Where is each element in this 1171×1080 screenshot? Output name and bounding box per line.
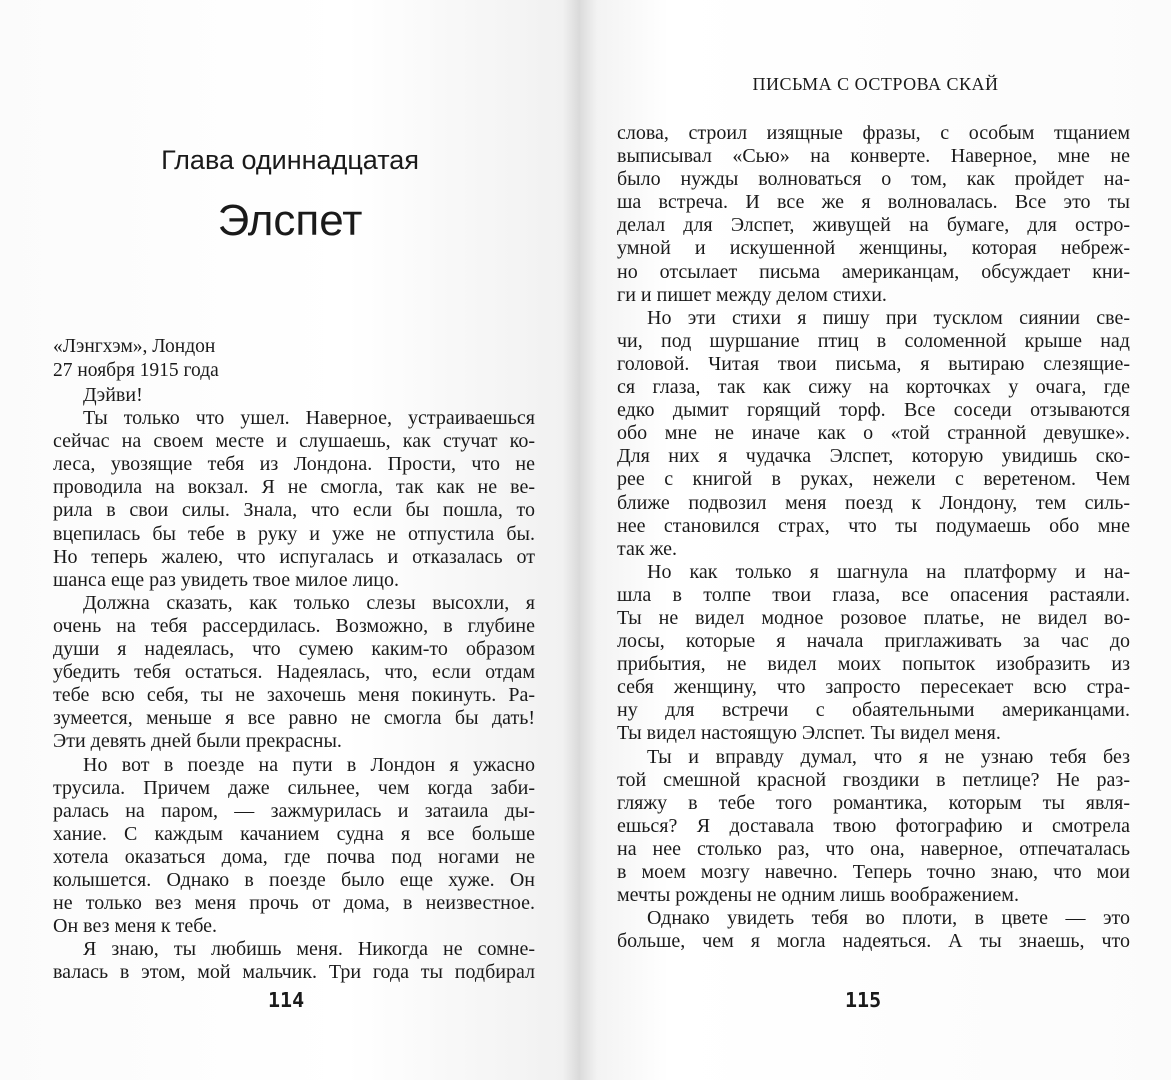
text-line: рила в свои силы. Знала, что если бы пошла, то [53,499,535,522]
text-line: было нужды волноваться о том, как пройдет на- [617,168,1130,191]
text-line: Ты только что ушел. Наверное, устраиваешься [83,407,535,430]
chapter-label: Глава одиннадцатая [161,145,419,175]
text-line: валась в этом, мой мальчик. Три года ты подбирал [53,961,535,984]
text-line: лосы, которые я начала приглаживать за час до [617,630,1130,653]
text-line: трусила. Причем даже сильнее, чем когда заби- [53,776,535,799]
text-line: вцепилась бы тебе в руку и уже не отпустила бы. [53,522,535,545]
text-line: головой. Читая твои письма, я вытираю слезящие- [617,352,1130,375]
text-line: себя женщину, что запросто пересекает всю стра- [617,676,1130,699]
text-line: выписывал «Сью» на конверте. Наверное, мне не [617,145,1130,168]
text-line: Ты видел настоящую Элспет. Ты видел меня. [617,722,1001,745]
text-line: ешься? Я доставала твою фотографию и смотрела [617,814,1130,837]
text-line: рее с книгой в руках, нежели с веретеном. Чем [617,468,1130,491]
text-line: Дэйви! [83,384,143,406]
text-line: шла в толпе твои глаза, все опасения растаяли. [617,583,1130,606]
text-line: той смешной красной гвоздики в петлице? Не раз- [617,768,1130,791]
text-line: чи, под шуршание птиц в соломенной крыше над [617,329,1130,352]
text-line: мечты рождены не одним лишь воображением. [617,884,1019,907]
text-line: делал для Элспет, живущей на бумаге, для остро- [617,214,1130,237]
text-line: так же. [617,537,678,560]
text-line: нее становился страх, что ты подумаешь обо мне [617,514,1130,537]
text-line: едко дымит горящий торф. Все соседи отзываются [617,399,1130,422]
text-line: ша встреча. И все же я волновалась. Все это ты [617,191,1130,214]
page-number-right: 115 [845,988,882,1012]
text-line: слова, строил изящные фразы, с особым тщанием [617,122,1130,144]
text-line: зумеется, меньше я все равно не смогла бы дать! [53,707,535,730]
text-line: шанса еще раз увидеть твое милое лицо. [53,568,399,591]
left-page [0,0,580,1080]
text-line: хание. С каждым качанием судна я все больше [53,822,535,845]
text-line: Но эти стихи я пишу при тусклом сиянии све- [647,306,1130,329]
text-line: колышется. Однако в поезде было еще хуже. Он [53,868,535,891]
text-line: убедить тебя остаться. Надеялась, что, если отдам [53,661,535,684]
text-line: обо мне не иначе как о «той странной девушке». [617,422,1130,445]
right-body-text [617,122,1130,953]
text-line: умной и искушенной женщины, которая небреж- [617,237,1130,260]
text-line: больше, чем я могла надеяться. А ты знаешь, что [617,930,1130,953]
letter-date: 27 ноября 1915 года [53,360,219,381]
text-line: гляжу в тебе того романтика, которым ты явля- [617,791,1130,814]
text-line: очень на тебя рассердилась. Возможно, в глубине [53,614,535,637]
text-line: не только вез меня прочь от дома, в неизвестное. [53,892,535,915]
text-line: Но как только я шагнула на платформу и на- [647,560,1130,583]
text-line: Но вот в поезде на пути в Лондон я ужасно [83,753,535,776]
text-line: тебе всю себя, ты не захочешь меня покинуть. Ра- [53,684,535,707]
text-line: ближе подвозил меня поезд к Лондону, тем силь- [617,491,1130,514]
text-line: ралась на паром, — зажмурилась и затаила ды- [53,799,535,822]
text-line: Для них я чудачка Элспет, которую увидишь ско- [617,445,1130,468]
text-line: Он вез меня к тебе. [53,915,218,938]
page-number-left: 114 [268,988,305,1012]
text-line: прибытия, не видел моих попыток изобразить из [617,653,1130,676]
text-line: сейчас на своем месте и слушаешь, как стучат ко- [53,430,535,453]
text-line: Должна сказать, как только слезы высохли, я [83,591,535,614]
text-line: хотела оказаться дома, где почва под ногами не [53,845,535,868]
left-body-text [53,384,535,984]
text-line: ся глаза, так как сижу на корточках у очага, где [617,376,1130,399]
text-line: леса, увозящие тебя из Лондона. Прости, что не [53,453,535,476]
text-line: в моем мозгу навечно. Теперь точно знаю, что мои [617,861,1130,883]
text-line: Однако увидеть тебя во плоти, в цвете — это [647,907,1130,930]
text-line: души я надеялась, что сумею каким-то образом [53,638,535,661]
text-line: но отсылает письма американцам, обсуждает кни- [617,260,1130,283]
text-line: Эти девять дней были прекрасны. [53,730,342,753]
chapter-title: Элспет [217,196,363,245]
text-line: Ты не видел модное розовое платье, не видел во- [617,606,1130,629]
letter-place: «Лэнгхэм», Лондон [53,336,216,357]
text-line: Я знаю, ты любишь меня. Никогда не сомне- [83,938,535,961]
right-page [580,0,1171,1080]
text-line: ги и пишет между делом стихи. [617,283,887,306]
text-line: Но теперь жалею, что испугалась и отказалась от [53,545,535,568]
text-line: проводила на вокзал. Я не смогла, так как не ве- [53,476,535,499]
text-line: Ты и вправду думал, что я не узнаю тебя без [647,745,1130,768]
running-head: ПИСЬМА С ОСТРОВА СКАЙ [752,74,999,94]
text-line: ну для встречи с обаятельными американцами. [617,699,1130,722]
text-line: на нее столько раз, что она, наверное, отпечаталась [617,837,1130,860]
